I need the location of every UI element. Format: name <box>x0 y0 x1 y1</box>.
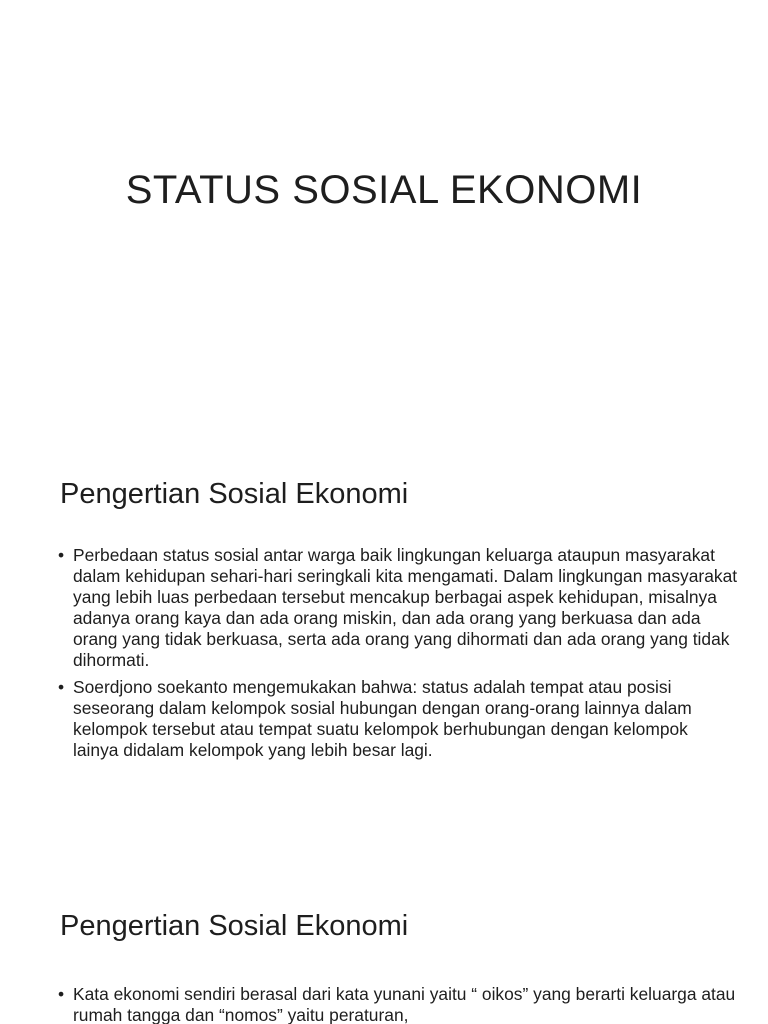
bullet-text: Perbedaan status sosial antar warga baik lingkungan keluarga ataupun masyarakat dalam kehidupan sehari-hari seringkali kita mengamati. Dalam lingkungan masyarakat yang lebih luas perbedaan tersebut mencakup berbagai aspek kehidupan, misalnya adanya orang kaya dan ada orang miskin, dan ada orang yang berkuasa dan ada orang yang tidak berkuasa, serta ada orang yang dihormati dan ada orang yang tidak dihormati. <box>73 545 738 670</box>
presentation-title: STATUS SOSIAL EKONOMI <box>125 168 643 212</box>
bullet-icon: • <box>58 545 65 565</box>
bullet-item <box>58 677 738 761</box>
bullet-list <box>58 545 738 767</box>
bullet-item <box>58 545 738 671</box>
slide-heading: Pengertian Sosial Ekonomi <box>60 910 409 942</box>
bullet-item <box>58 984 738 1024</box>
bullet-text: Soerdjono soekanto mengemukakan bahwa: status adalah tempat atau posisi seseorang dalam kelompok sosial hubungan dengan orang-orang lainnya dalam kelompok tersebut atau tempat suatu kelompok berhubungan dengan kelompok lainya didalam kelompok yang lebih besar lagi. <box>73 677 692 760</box>
slide-heading: Pengertian Sosial Ekonomi <box>60 478 409 510</box>
slide-title <box>0 0 768 432</box>
bullet-icon: • <box>58 677 65 697</box>
bullet-text: Kata ekonomi sendiri berasal dari kata yunani yaitu “ oikos” yang berarti keluarga atau rumah tangga dan “nomos” yaitu peraturan, <box>73 984 736 1024</box>
slide-pengertian-2 <box>0 864 768 1024</box>
bullet-list <box>58 984 738 1024</box>
bullet-icon: • <box>58 984 65 1004</box>
slide-pengertian-1 <box>0 432 768 864</box>
